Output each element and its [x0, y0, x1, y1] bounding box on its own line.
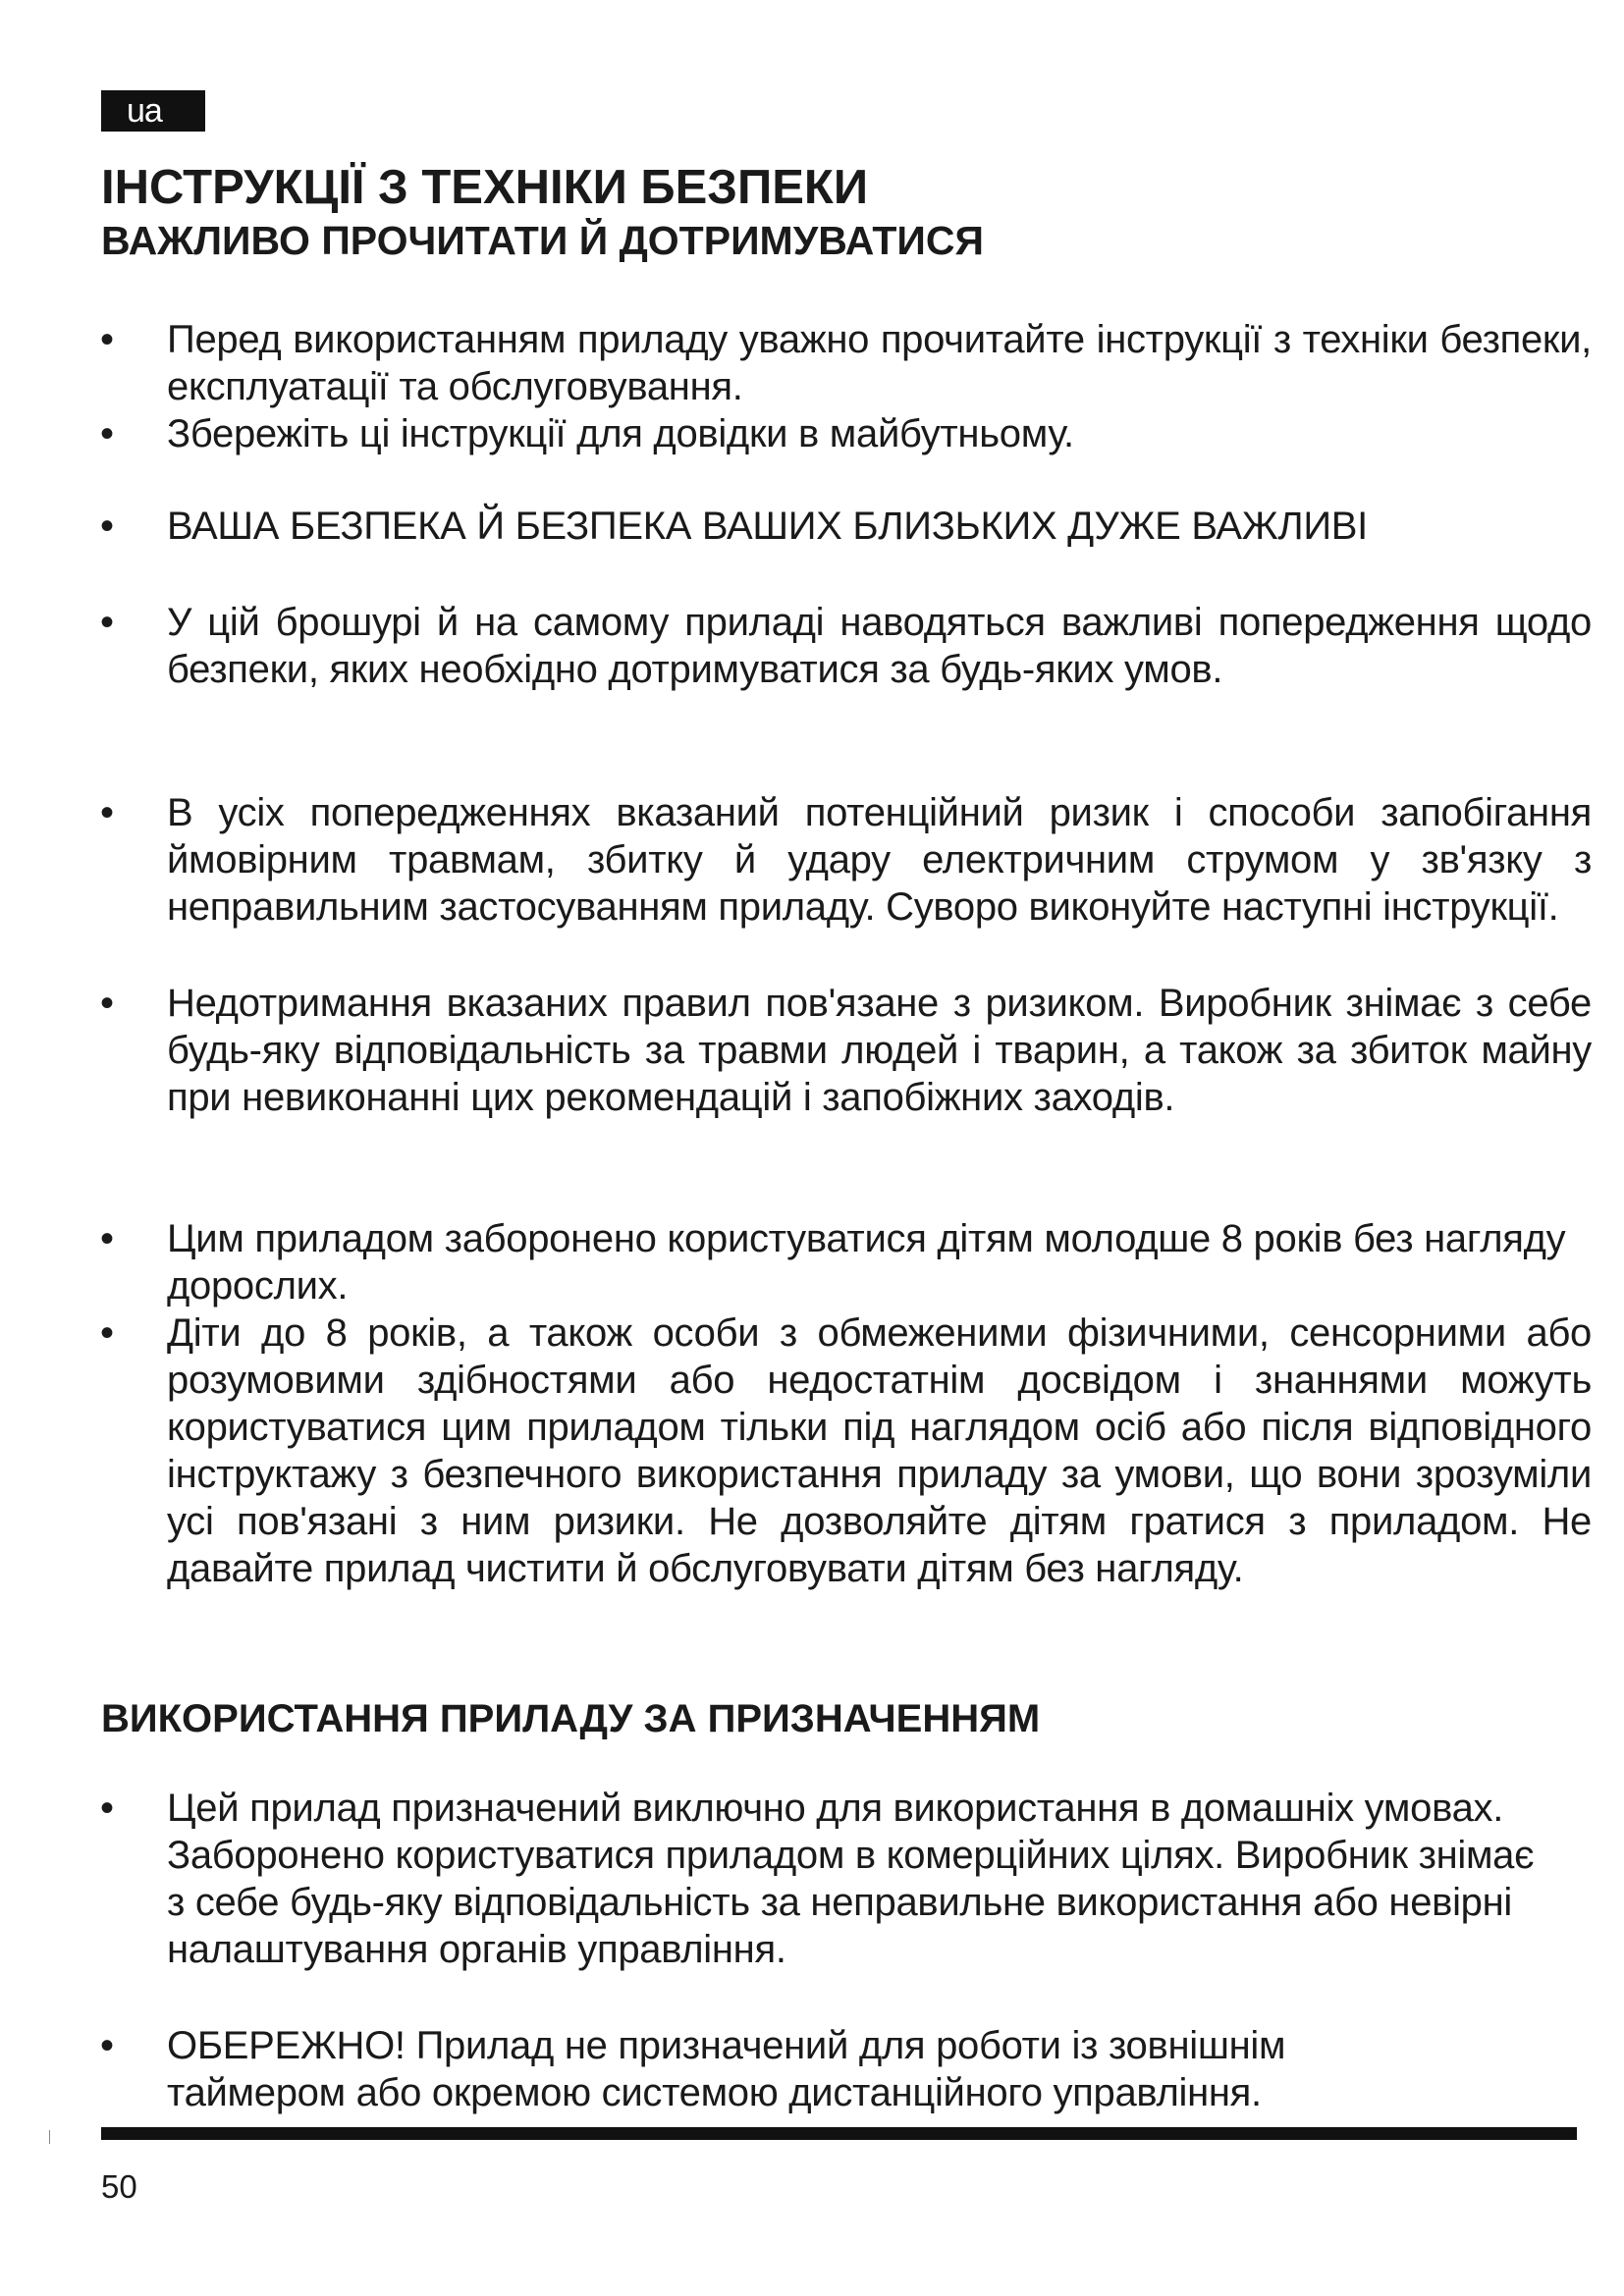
bullet-icon: •: [100, 1787, 115, 1830]
list-item-text: Цей прилад призначений виключно для використання в домашніх умовах. Заборонено користуватися приладом в комерційних цілях. Виробник знімає з себе будь-яку відповідальність за неправильне використання або невірні налаштування органів управління.: [167, 1787, 1535, 1971]
bullet-icon: •: [100, 601, 115, 644]
list-item-text: У цій брошурі й на самому приладі наводяться важливі попередження щодо безпеки, яких необхідно дотримуватися за будь-яких умов.: [167, 601, 1592, 691]
crop-mark: [49, 2130, 50, 2144]
list-item-text: Цим приладом заборонено користуватися дітям молодше 8 років без нагляду дорослих.: [167, 1217, 1566, 1308]
footer-rule: [101, 2127, 1577, 2140]
list-item-text: Недотримання вказаних правил пов'язане з ризиком. Виробник знімає з себе будь-яку відповідальність за травми людей і тварин, а також за збиток майну при невиконанні цих рекомендацій і запобіжних заходів.: [167, 982, 1592, 1119]
list-item-text: Перед використанням приладу уважно прочитайте інструкції з техніки безпеки, експлуатації та обслуговування.: [167, 318, 1592, 408]
page-title: ІНСТРУКЦІЇ З ТЕХНІКИ БЕЗПЕКИ: [101, 161, 869, 214]
list-item-text: В усіх попередженнях вказаний потенційний ризик і способи запобігання ймовірним травмам, збитку й удару електричним струмом у зв'язку з неправильним застосуванням приладу. Суворо виконуйте наступні інструкції.: [167, 791, 1592, 929]
bullet-icon: •: [100, 982, 115, 1025]
bullet-icon: •: [100, 318, 115, 361]
page-number: 50: [101, 2168, 137, 2205]
bullet-icon: •: [100, 1311, 115, 1355]
bullet-icon: •: [100, 412, 115, 455]
bullet-icon: •: [100, 505, 115, 548]
list-item-text: ВАША БЕЗПЕКА Й БЕЗПЕКА ВАШИХ БЛИЗЬКИХ ДУЖЕ ВАЖЛИВІ: [167, 505, 1368, 548]
page-subtitle: ВАЖЛИВО ПРОЧИТАТИ Й ДОТРИМУВАТИСЯ: [101, 218, 984, 263]
list-item-text: Діти до 8 років, а також особи з обмеженими фізичними, сенсорними або розумовими здібностями або недостатнім досвідом і знаннями можуть користуватися цим приладом тільки під наглядом осіб або після відповідного інструктажу з безпечного використання приладу за умови, що вони зрозуміли усі пов'язані з ним ризики. Не дозволяйте дітям гратися з приладом. Не давайте прилад чистити й обслуговувати дітям без нагляду.: [167, 1311, 1592, 1590]
bullet-icon: •: [100, 1217, 115, 1260]
bullet-icon: •: [100, 2024, 115, 2067]
list-item-text: Збережіть ці інструкції для довідки в майбутньому.: [167, 412, 1074, 455]
language-badge: ua: [101, 90, 205, 132]
bullet-icon: •: [100, 791, 115, 834]
section-title: ВИКОРИСТАННЯ ПРИЛАДУ ЗА ПРИЗНАЧЕННЯМ: [101, 1697, 1041, 1740]
list-item-text: ОБЕРЕЖНО! Прилад не призначений для роботи із зовнішнім таймером або окремою системою дистанційного управління.: [167, 2024, 1286, 2114]
